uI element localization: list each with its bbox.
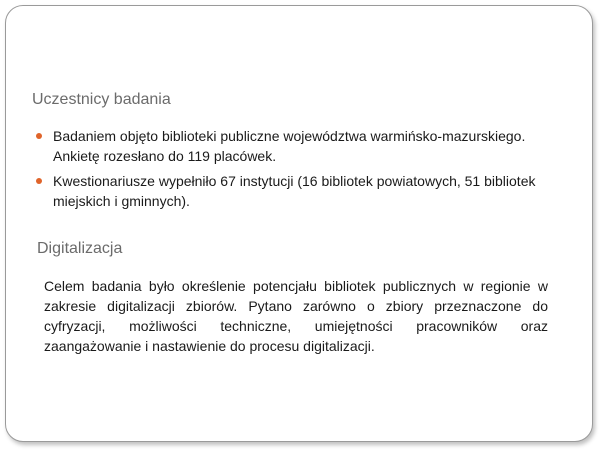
digitization-paragraph: Celem badania było określenie potencjału bibliotek publicznych w regionie w zakresie digitalizacji zbiorów. Pytano zarówno o zbiory przeznaczone do cyfryzacji, możliwości techniczne, umiejętności pracowników oraz zaangażowanie i nastawienie do procesu digitalizacji.: [44, 278, 548, 354]
participants-bullet-list: [36, 126, 536, 216]
section-heading-participants: Uczestnicy badania: [32, 91, 171, 108]
bullet-dot-icon: [36, 133, 42, 139]
bullet-item: [36, 126, 536, 166]
bullet-text: Kwestionariusze wypełniło 67 instytucji (16 bibliotek powiatowych, 51 bibliotek miejskich i gminnych).: [53, 173, 536, 209]
bullet-dot-icon: [36, 178, 42, 184]
bullet-item: [36, 171, 536, 211]
section-heading-digitization: Digitalizacja: [37, 240, 123, 257]
bullet-text: Badaniem objęto biblioteki publiczne województwa warmińsko-mazurskiego. Ankietę rozesłano do 119 placówek.: [53, 128, 526, 164]
slide-frame: [5, 5, 593, 442]
